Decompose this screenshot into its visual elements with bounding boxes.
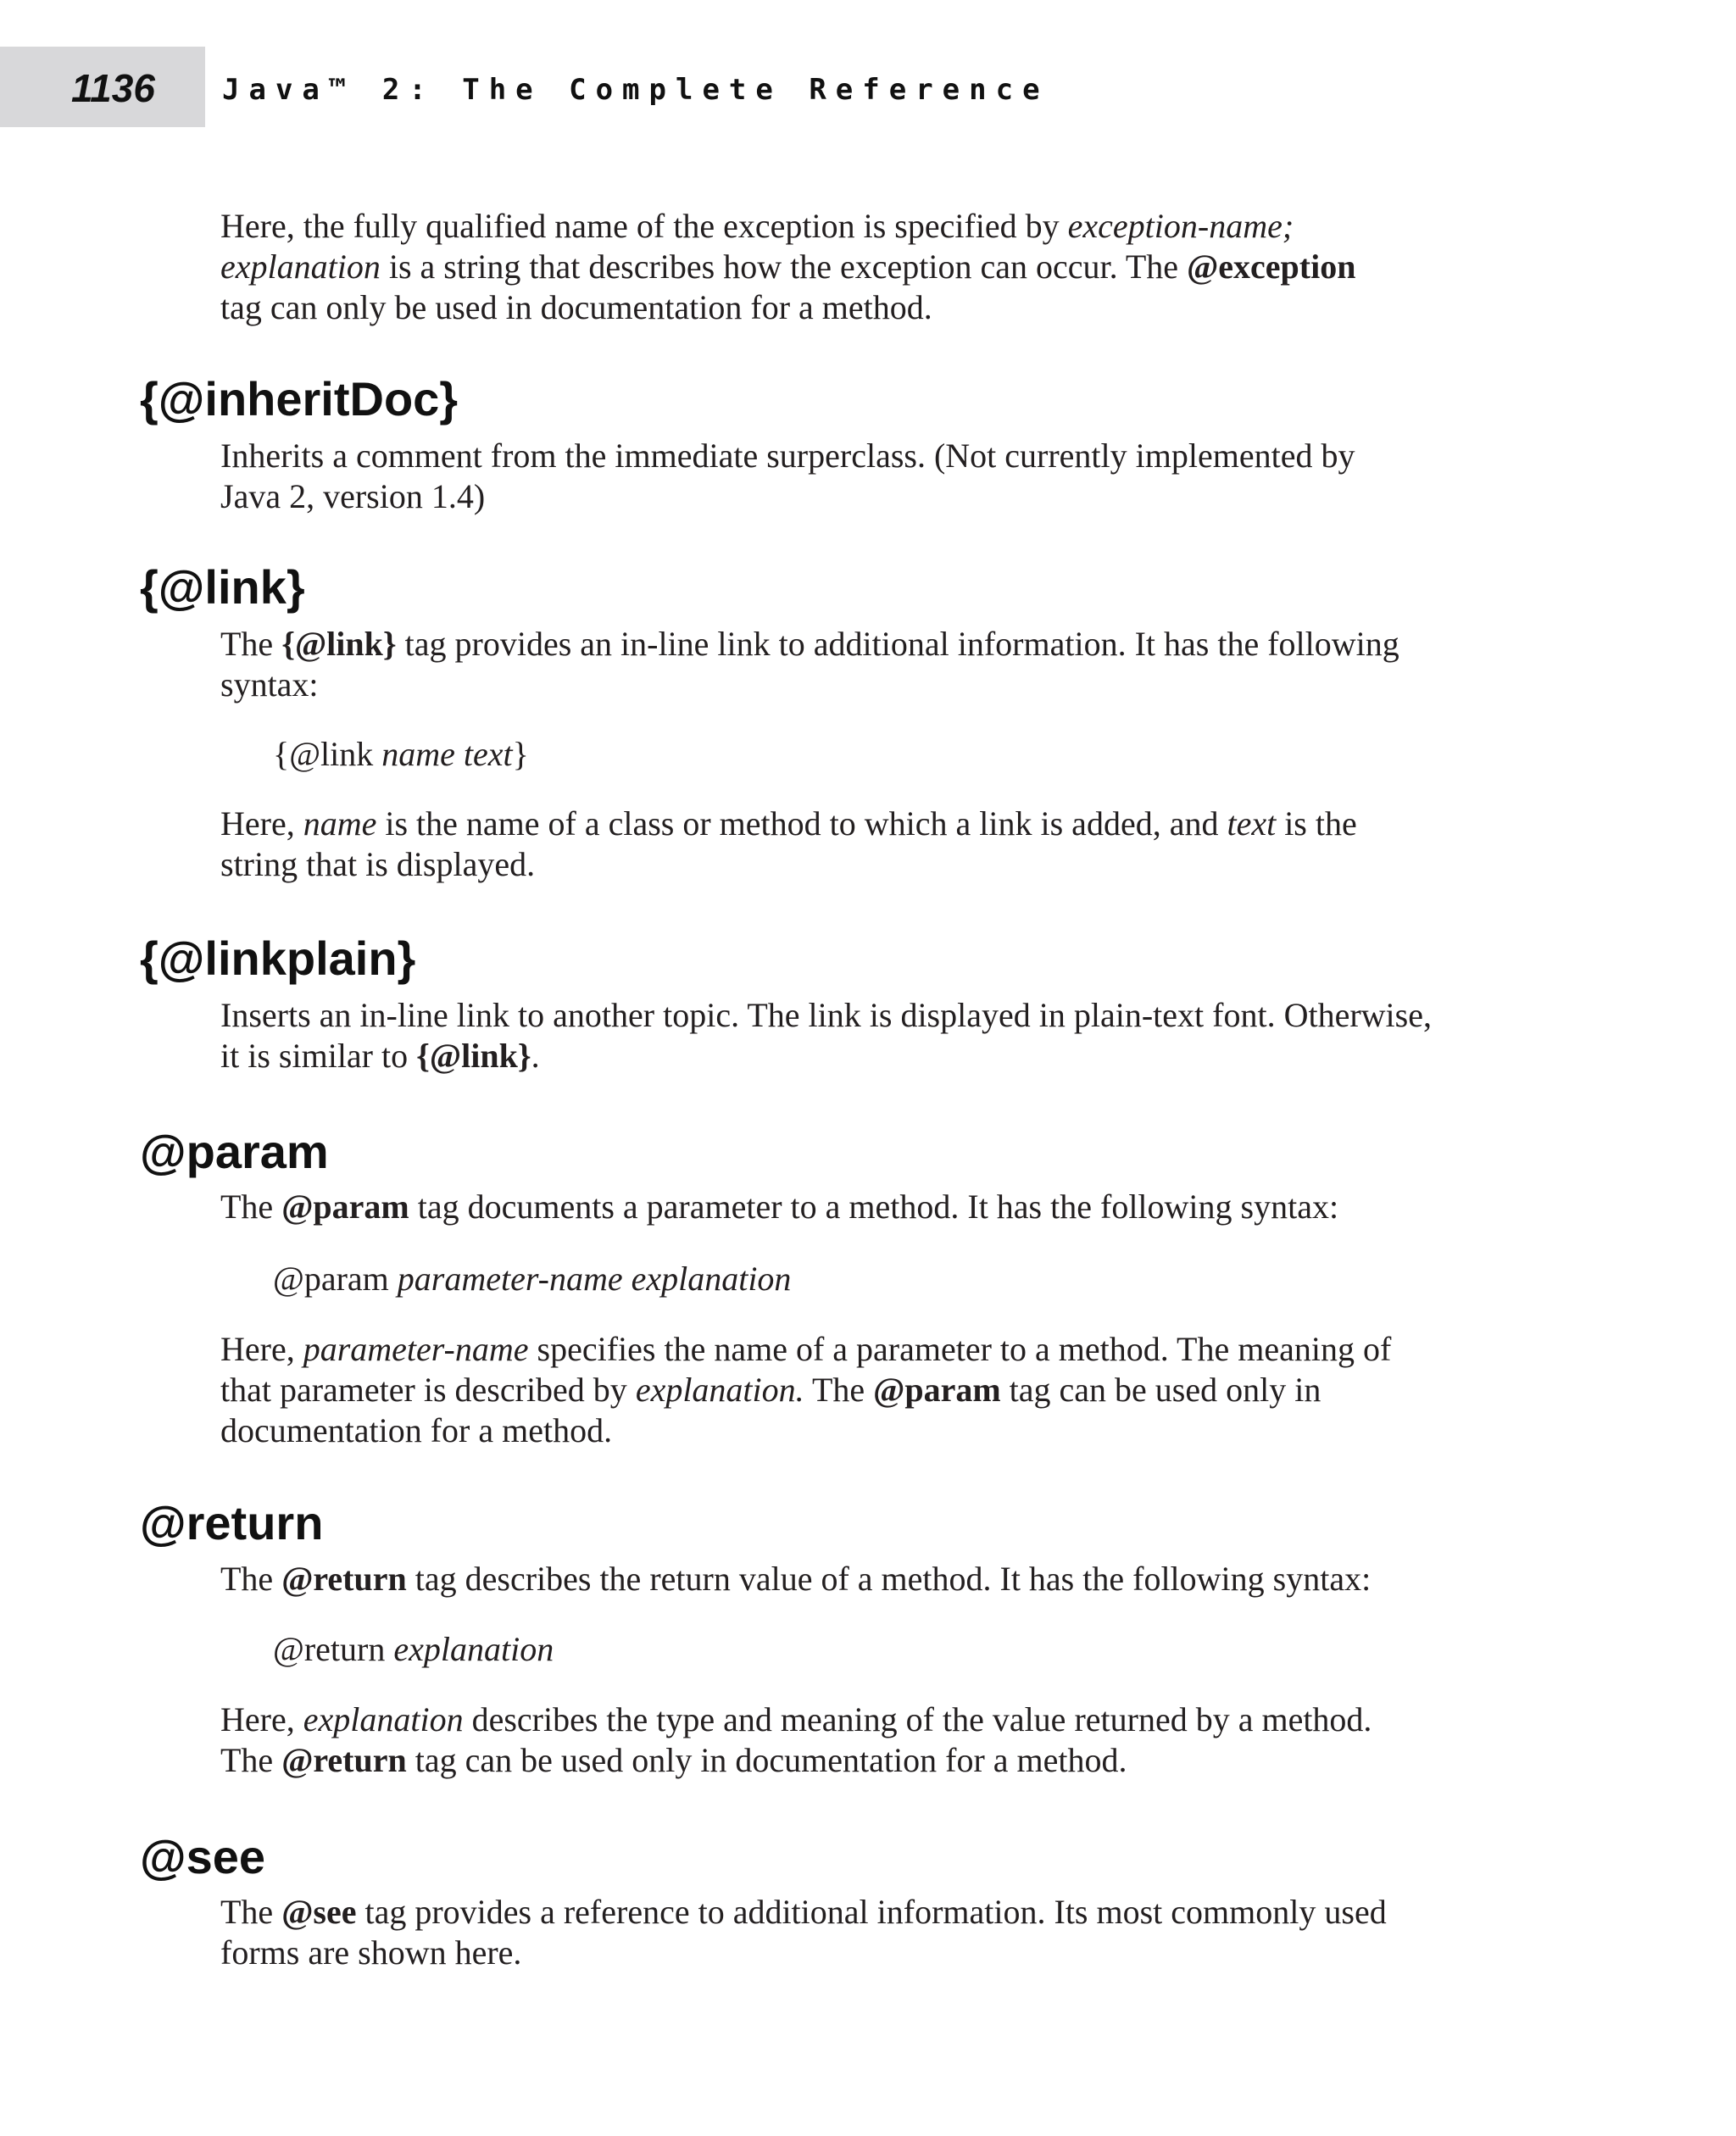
return-explanation: Here, explanation describes the type and meaning of the value returned by a method. The @return tag can be used only in documentation for a method. bbox=[220, 1700, 1372, 1779]
heading-link: {@link} bbox=[140, 560, 305, 614]
heading-inheritdoc: {@inheritDoc} bbox=[140, 372, 459, 426]
heading-linkplain: {@linkplain} bbox=[140, 932, 416, 985]
inheritdoc-paragraph: Inherits a comment from the immediate surperclass. (Not currently implemented by Java 2, version 1.4) bbox=[220, 437, 1355, 515]
param-syntax: @param parameter-name explanation bbox=[273, 1260, 792, 1298]
return-paragraph: The @return tag describes the return value of a method. It has the following syntax: bbox=[220, 1560, 1372, 1598]
link-explanation: Here, name is the name of a class or method to which a link is added, and text is the string that is displayed. bbox=[220, 804, 1357, 883]
exception-paragraph: Here, the fully qualified name of the exception is specified by exception-name; explanation is a string that describes how the exception can occur. The @exception tag can only be used in documentation for a method. bbox=[220, 207, 1356, 326]
running-title: Java™ 2: The Complete Reference bbox=[222, 73, 1049, 107]
param-paragraph: The @param tag documents a parameter to a method. It has the following syntax: bbox=[220, 1188, 1339, 1226]
linkplain-paragraph: Inserts an in-line link to another topic. The link is displayed in plain-text font. Otherwise, it is similar to {@link}. bbox=[220, 996, 1432, 1075]
heading-param: @param bbox=[140, 1125, 329, 1178]
param-explanation: Here, parameter-name specifies the name of a parameter to a method. The meaning of that parameter is described by explanation. The @param tag can be used only in documentation for a method. bbox=[220, 1330, 1392, 1449]
page-number: 1136 bbox=[71, 66, 155, 110]
see-paragraph: The @see tag provides a reference to additional information. Its most commonly used forms are shown here. bbox=[220, 1893, 1387, 1972]
return-syntax: @return explanation bbox=[273, 1630, 554, 1668]
heading-see: @see bbox=[140, 1830, 266, 1883]
link-syntax: {@link name text} bbox=[273, 735, 529, 773]
link-paragraph: The {@link} tag provides an in-line link to additional information. It has the following syntax: bbox=[220, 625, 1399, 704]
heading-return: @return bbox=[140, 1496, 324, 1549]
